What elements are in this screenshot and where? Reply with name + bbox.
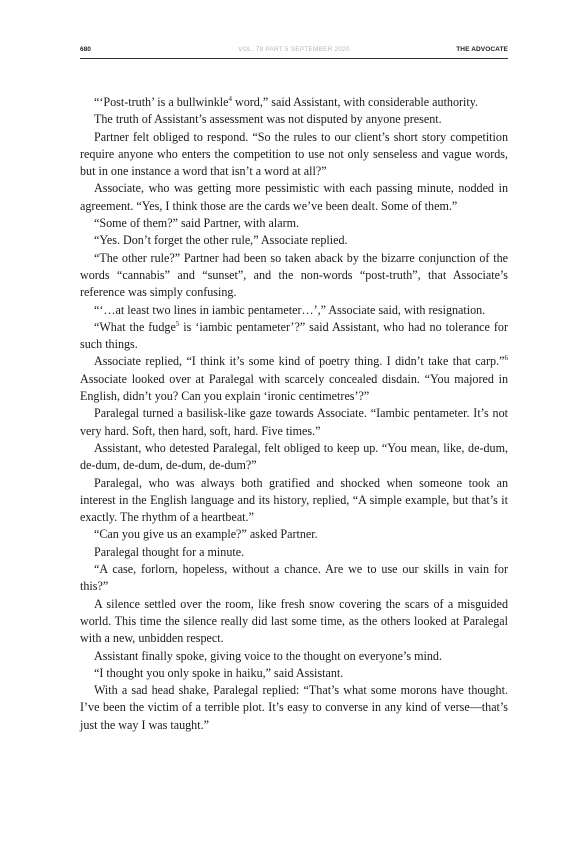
paragraph: A silence settled over the room, like fresh snow covering the scars of a misguided world. This time the silence really did last some time, as the others looked at Paralegal with a new, unbidden respect. xyxy=(80,596,508,646)
publication-title: THE ADVOCATE xyxy=(456,46,508,53)
paragraph: “I thought you only spoke in haiku,” said Assistant. xyxy=(94,665,344,680)
paragraph: “A case, forlorn, hopeless, without a chance. Are we to use our skills in vain for this?” xyxy=(80,562,508,594)
paragraph: Assistant, who detested Paralegal, felt obliged to keep up. “You mean, like, de-dum, de-dum, de-dum, de-dum, de-dum?” xyxy=(80,440,508,473)
article-body xyxy=(80,94,508,734)
paragraph: “Yes. Don’t forget the other rule,” Associate replied. xyxy=(94,233,348,248)
paragraph: “The other rule?” Partner had been so taken aback by the bizarre conjunction of the words “cannabis” and “sunset”, and the non-words “post-truth”, that Associate’s reference was simply confusing. xyxy=(80,250,508,300)
paragraph: Assistant finally spoke, giving voice to the thought on everyone’s mind. xyxy=(94,648,442,663)
paragraph: Paralegal turned a basilisk-like gaze towards Associate. “Iambic pentameter. It’s not very hard. Soft, then hard, soft, hard. Five times.” xyxy=(80,406,508,438)
paragraph: The truth of Assistant’s assessment was not disputed by anyone present. xyxy=(94,112,442,127)
paragraph: “Can you give us an example?” asked Partner. xyxy=(94,527,318,542)
issue-line: VOL. 78 PART 5 SEPTEMBER 2020 xyxy=(238,46,350,53)
paragraph: Associate, who was getting more pessimistic with each passing minute, nodded in agreement. “Yes, I think those are the cards we’ve been dealt. Some of them.” xyxy=(80,181,508,213)
paragraph: “‘Post-truth’ is a bullwinkle$^4$ word,” said Assistant, with considerable authority. xyxy=(94,94,479,109)
paragraph: With a sad head shake, Paralegal replied: “That’s what some morons have thought. I’ve been the victim of a terrible plot. It’s easy to converse in any kind of verse—that’s just the way I was taught.” xyxy=(80,683,508,732)
paragraph: “‘…at least two lines in iambic pentameter…’,” Associate said, with resignation. xyxy=(94,302,486,317)
paragraph: Associate replied, “I think it’s some kind of poetry thing. I didn’t take that carp.”$^6$ Associate looked over at Paralegal with scarcely concealed disdain. “You majored in English, didn’t you? Can you explain ‘ironic centimetres’?” xyxy=(80,354,508,404)
footnote-ref: 6 xyxy=(504,354,508,363)
header-rule xyxy=(80,58,508,59)
paragraph: Partner felt obliged to respond. “So the rules to our client’s short story competition require anyone who enters the competition to use not only senseless and vague words, but in one instance a word that isn’t a word at all?” xyxy=(80,129,508,179)
paragraph: Paralegal, who was always both gratified and shocked when someone took an interest in the English language and its history, replied, “A simple example, but that’s it exactly. The rhythm of a heartbeat.” xyxy=(80,475,508,525)
paragraph: “What the fudge$^5$ is ‘iambic pentameter’?” said Assistant, who had no tolerance for such things. xyxy=(80,319,508,352)
footnote-ref: 5 xyxy=(175,319,180,328)
footnote-ref: 4 xyxy=(228,94,232,103)
paragraph: “Some of them?” said Partner, with alarm. xyxy=(94,216,300,231)
paragraph: Paralegal thought for a minute. xyxy=(94,544,245,559)
page-number: 680 xyxy=(80,46,91,53)
